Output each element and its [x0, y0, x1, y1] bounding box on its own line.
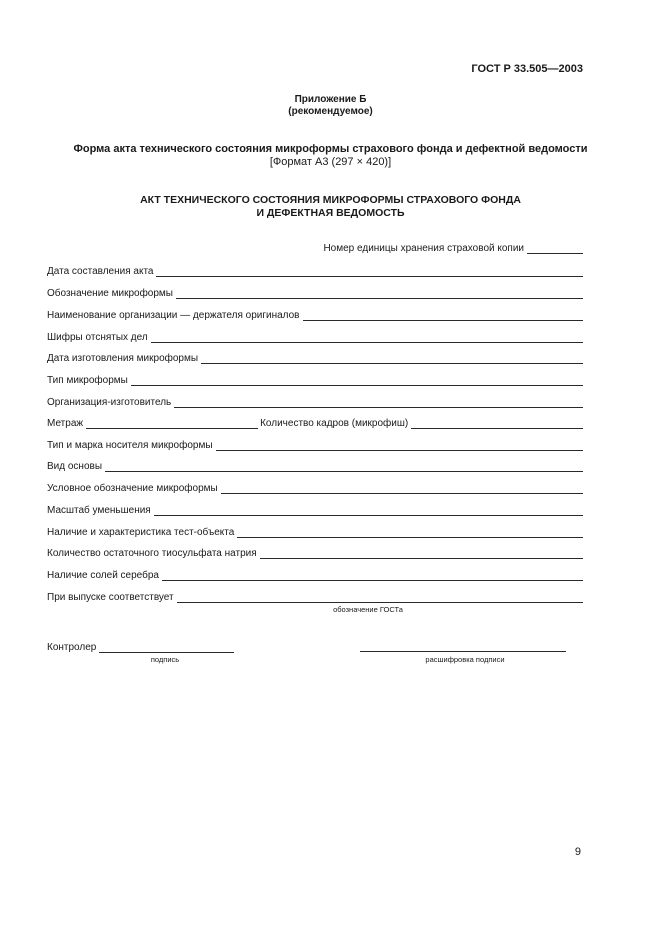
- field-label: Наличие и характеристика тест-объекта: [47, 527, 235, 538]
- field-row-length-frames: [47, 416, 583, 429]
- field-label: Количество кадров (микрофиш): [260, 418, 409, 429]
- form-title: Форма акта технического состояния микроформы страхового фонда и дефектной ведомости: [73, 143, 588, 155]
- signature-caption: подпись: [150, 655, 180, 664]
- field-label: Вид основы: [47, 461, 103, 472]
- field-label: Количество остаточного тиосульфата натрия: [47, 548, 257, 559]
- field-row-holder-org: [47, 308, 583, 321]
- document-code: ГОСТ Р 33.505—2003: [471, 63, 583, 75]
- microform-designation-field[interactable]: [176, 289, 583, 299]
- appendix-status: (рекомендуемое): [288, 106, 373, 117]
- base-type-field[interactable]: [105, 462, 583, 472]
- reduction-scale-field[interactable]: [154, 506, 583, 516]
- field-row-base-type: [47, 459, 583, 472]
- field-label: Организация-изготовитель: [47, 397, 172, 408]
- field-row-case-codes: [47, 330, 583, 343]
- field-row-silver-salts: [47, 568, 583, 581]
- frame-count-field[interactable]: [411, 419, 583, 429]
- field-row-microform-designation: [47, 286, 583, 299]
- case-codes-field[interactable]: [151, 333, 583, 343]
- field-label: Метраж: [47, 418, 84, 429]
- conventional-designation-field[interactable]: [221, 484, 583, 494]
- field-label: Шифры отснятых дел: [47, 332, 148, 343]
- field-row-test-object: [47, 525, 583, 538]
- field-label: Тип и марка носителя микроформы: [47, 440, 213, 451]
- field-label: Масштаб уменьшения: [47, 505, 151, 516]
- field-label: Наличие солей серебра: [47, 570, 159, 581]
- carrier-type-field[interactable]: [216, 441, 583, 451]
- field-label: Наименование организации — держателя оригиналов: [47, 310, 300, 321]
- storage-number-row: [323, 243, 583, 254]
- field-row-date-compiled: [47, 264, 583, 277]
- field-row-manufacturer: [47, 395, 583, 408]
- silver-salts-field[interactable]: [162, 571, 583, 581]
- length-field[interactable]: [86, 419, 258, 429]
- controller-label: Контролер: [47, 642, 97, 653]
- field-row-reduction-scale: [47, 503, 583, 516]
- signature-decode-field[interactable]: [360, 641, 566, 652]
- thiosulfate-field[interactable]: [260, 549, 583, 559]
- date-compiled-field[interactable]: [156, 267, 583, 277]
- field-row-production-date: [47, 351, 583, 364]
- field-row-release-compliance: [47, 590, 583, 603]
- holder-org-field[interactable]: [303, 311, 584, 321]
- appendix-title: Приложение Б: [294, 94, 367, 105]
- field-row-microform-type: [47, 373, 583, 386]
- field-row-carrier-type: [47, 438, 583, 451]
- storage-number-label: Номер единицы хранения страховой копии: [323, 243, 524, 254]
- page-number: 9: [574, 846, 581, 858]
- act-title-line-2: И ДЕФЕКТНАЯ ВЕДОМОСТЬ: [256, 207, 405, 219]
- field-label: При выпуске соответствует: [47, 592, 174, 603]
- controller-signature-field[interactable]: [99, 643, 234, 653]
- field-label: Обозначение микроформы: [47, 288, 173, 299]
- field-row-conventional-designation: [47, 481, 583, 494]
- microform-type-field[interactable]: [131, 376, 583, 386]
- field-label: Дата изготовления микроформы: [47, 353, 199, 364]
- gost-caption: обозначение ГОСТа: [333, 605, 403, 614]
- field-row-thiosulfate: [47, 546, 583, 559]
- test-object-field[interactable]: [237, 528, 583, 538]
- field-label: Тип микроформы: [47, 375, 128, 386]
- field-label: Дата составления акта: [47, 266, 154, 277]
- decode-caption: расшифровка подписи: [425, 655, 505, 664]
- controller-signature-row: [47, 640, 234, 653]
- manufacturer-field[interactable]: [174, 398, 583, 408]
- field-label: Условное обозначение микроформы: [47, 483, 218, 494]
- act-title-line-1: АКТ ТЕХНИЧЕСКОГО СОСТОЯНИЯ МИКРОФОРМЫ СТРАХОВОГО ФОНДА: [140, 194, 521, 206]
- form-format: [Формат А3 (297 × 420)]: [269, 156, 392, 168]
- release-compliance-field[interactable]: [177, 593, 583, 603]
- production-date-field[interactable]: [201, 354, 583, 364]
- storage-number-field[interactable]: [527, 244, 583, 254]
